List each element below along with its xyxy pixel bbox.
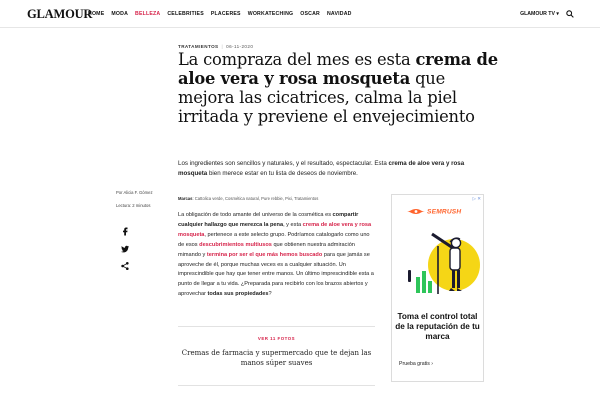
nav-item-moda[interactable]: MODA <box>111 11 129 17</box>
bold-text: compartir cualquier hallazgo que merezca la pena <box>178 212 359 228</box>
article-dek: Los ingredientes son sencillos y naturales, y el resultado, espectacular. Esta crema de aloe vera y rosa mosqueta bien merece estar en tu lista de deseos de noviembre. <box>178 160 465 177</box>
ad-choices-icon[interactable]: ▷ ✕ <box>472 196 481 201</box>
twitter-icon[interactable] <box>120 244 130 254</box>
body-segment: , pertenece a este selecto grupo. Podríamos catalogarlo como uno de esos <box>178 231 370 248</box>
bold-text: todas sus propiedades <box>207 291 269 298</box>
body-segment: , y esta <box>283 221 303 228</box>
ad-illustration <box>394 222 483 302</box>
body-segment: ? <box>268 291 272 298</box>
header-tools <box>520 10 574 18</box>
ad-headline: Toma el control total de la reputación de tu marca <box>395 312 480 341</box>
body-segment: para que jamás se aproveche de él, porque muchas veces es a cualquier situación. Un imprescindible que hay que tener entre manos. Un último imprescindible esta a punto de llegar a tu vida. ¿Preparada para recibirlo con los brazos abiertos y aprovechar <box>178 251 374 298</box>
share-icon[interactable] <box>120 261 130 271</box>
author-byline[interactable]: Por Alicia F. Gómez <box>116 190 153 195</box>
divider <box>178 326 375 327</box>
body-segment: que obtienen nuestra admiración mimando y <box>178 241 355 258</box>
nav-item-navidad[interactable]: NAVIDAD <box>326 11 352 17</box>
article-date: 06-11-2020 <box>226 44 254 49</box>
related-article-title[interactable]: Cremas de farmacia y supermercado que te dejan las manos súper suaves <box>181 349 372 367</box>
article-body <box>178 211 375 300</box>
breadcrumb-category[interactable]: TRATAMIENTOS <box>178 44 219 49</box>
inline-link[interactable]: descubrimientos multiusos <box>199 241 272 248</box>
nav-item-belleza[interactable]: BELLEZA <box>135 11 161 17</box>
main-nav <box>88 11 352 17</box>
article-headline: La compraza del mes es esta crema de aloe vera y rosa mosqueta que mejora las cicatrices, calma la piel irritada y previene el envejecimiento <box>178 50 498 126</box>
nav-item-placeres[interactable]: PLACERES <box>210 11 241 17</box>
divider <box>178 385 375 386</box>
ad-cta-link[interactable]: Prueba gratis › <box>399 361 434 367</box>
breadcrumb: TRATAMIENTOS | 06-11-2020 <box>178 44 254 49</box>
glamour-tv-menu[interactable]: GLAMOUR TV ▾ <box>520 11 559 17</box>
semrush-fire-icon <box>406 208 426 215</box>
nav-item-oscar[interactable]: OSCAR <box>300 11 320 17</box>
nav-item-workateching[interactable]: WORKATECHING <box>247 11 294 17</box>
see-photos-link[interactable]: VER 11 FOTOS <box>257 336 296 341</box>
brand-tags: Marcas: Cattolica verde, Cosmética natural, Pure rebbie, Pixi, Tratamientos <box>178 196 319 201</box>
brand-tag-list[interactable]: Cattolica verde, Cosmética natural, Pure rebbie, Pixi, Tratamientos <box>194 196 319 201</box>
read-time: Lectura: 2 minutos <box>116 203 151 208</box>
inline-link[interactable]: termina por ser el que más hemos buscado <box>206 251 323 258</box>
semrush-ad[interactable] <box>391 194 484 382</box>
top-navigation-bar <box>0 0 600 28</box>
nav-item-home[interactable]: HOME <box>88 11 105 17</box>
inline-link[interactable]: crema de aloe vera y rosa mosqueta <box>178 221 372 238</box>
search-icon[interactable] <box>566 10 574 18</box>
body-segment: La obligación de todo amante del universo de la cosmética es <box>178 212 333 218</box>
semrush-logo: SEMRUSH <box>406 208 461 215</box>
site-logo[interactable]: GLAMOUR <box>27 7 93 21</box>
facebook-icon[interactable] <box>120 226 130 236</box>
nav-item-celebrities[interactable]: CELEBRITIES <box>167 11 204 17</box>
